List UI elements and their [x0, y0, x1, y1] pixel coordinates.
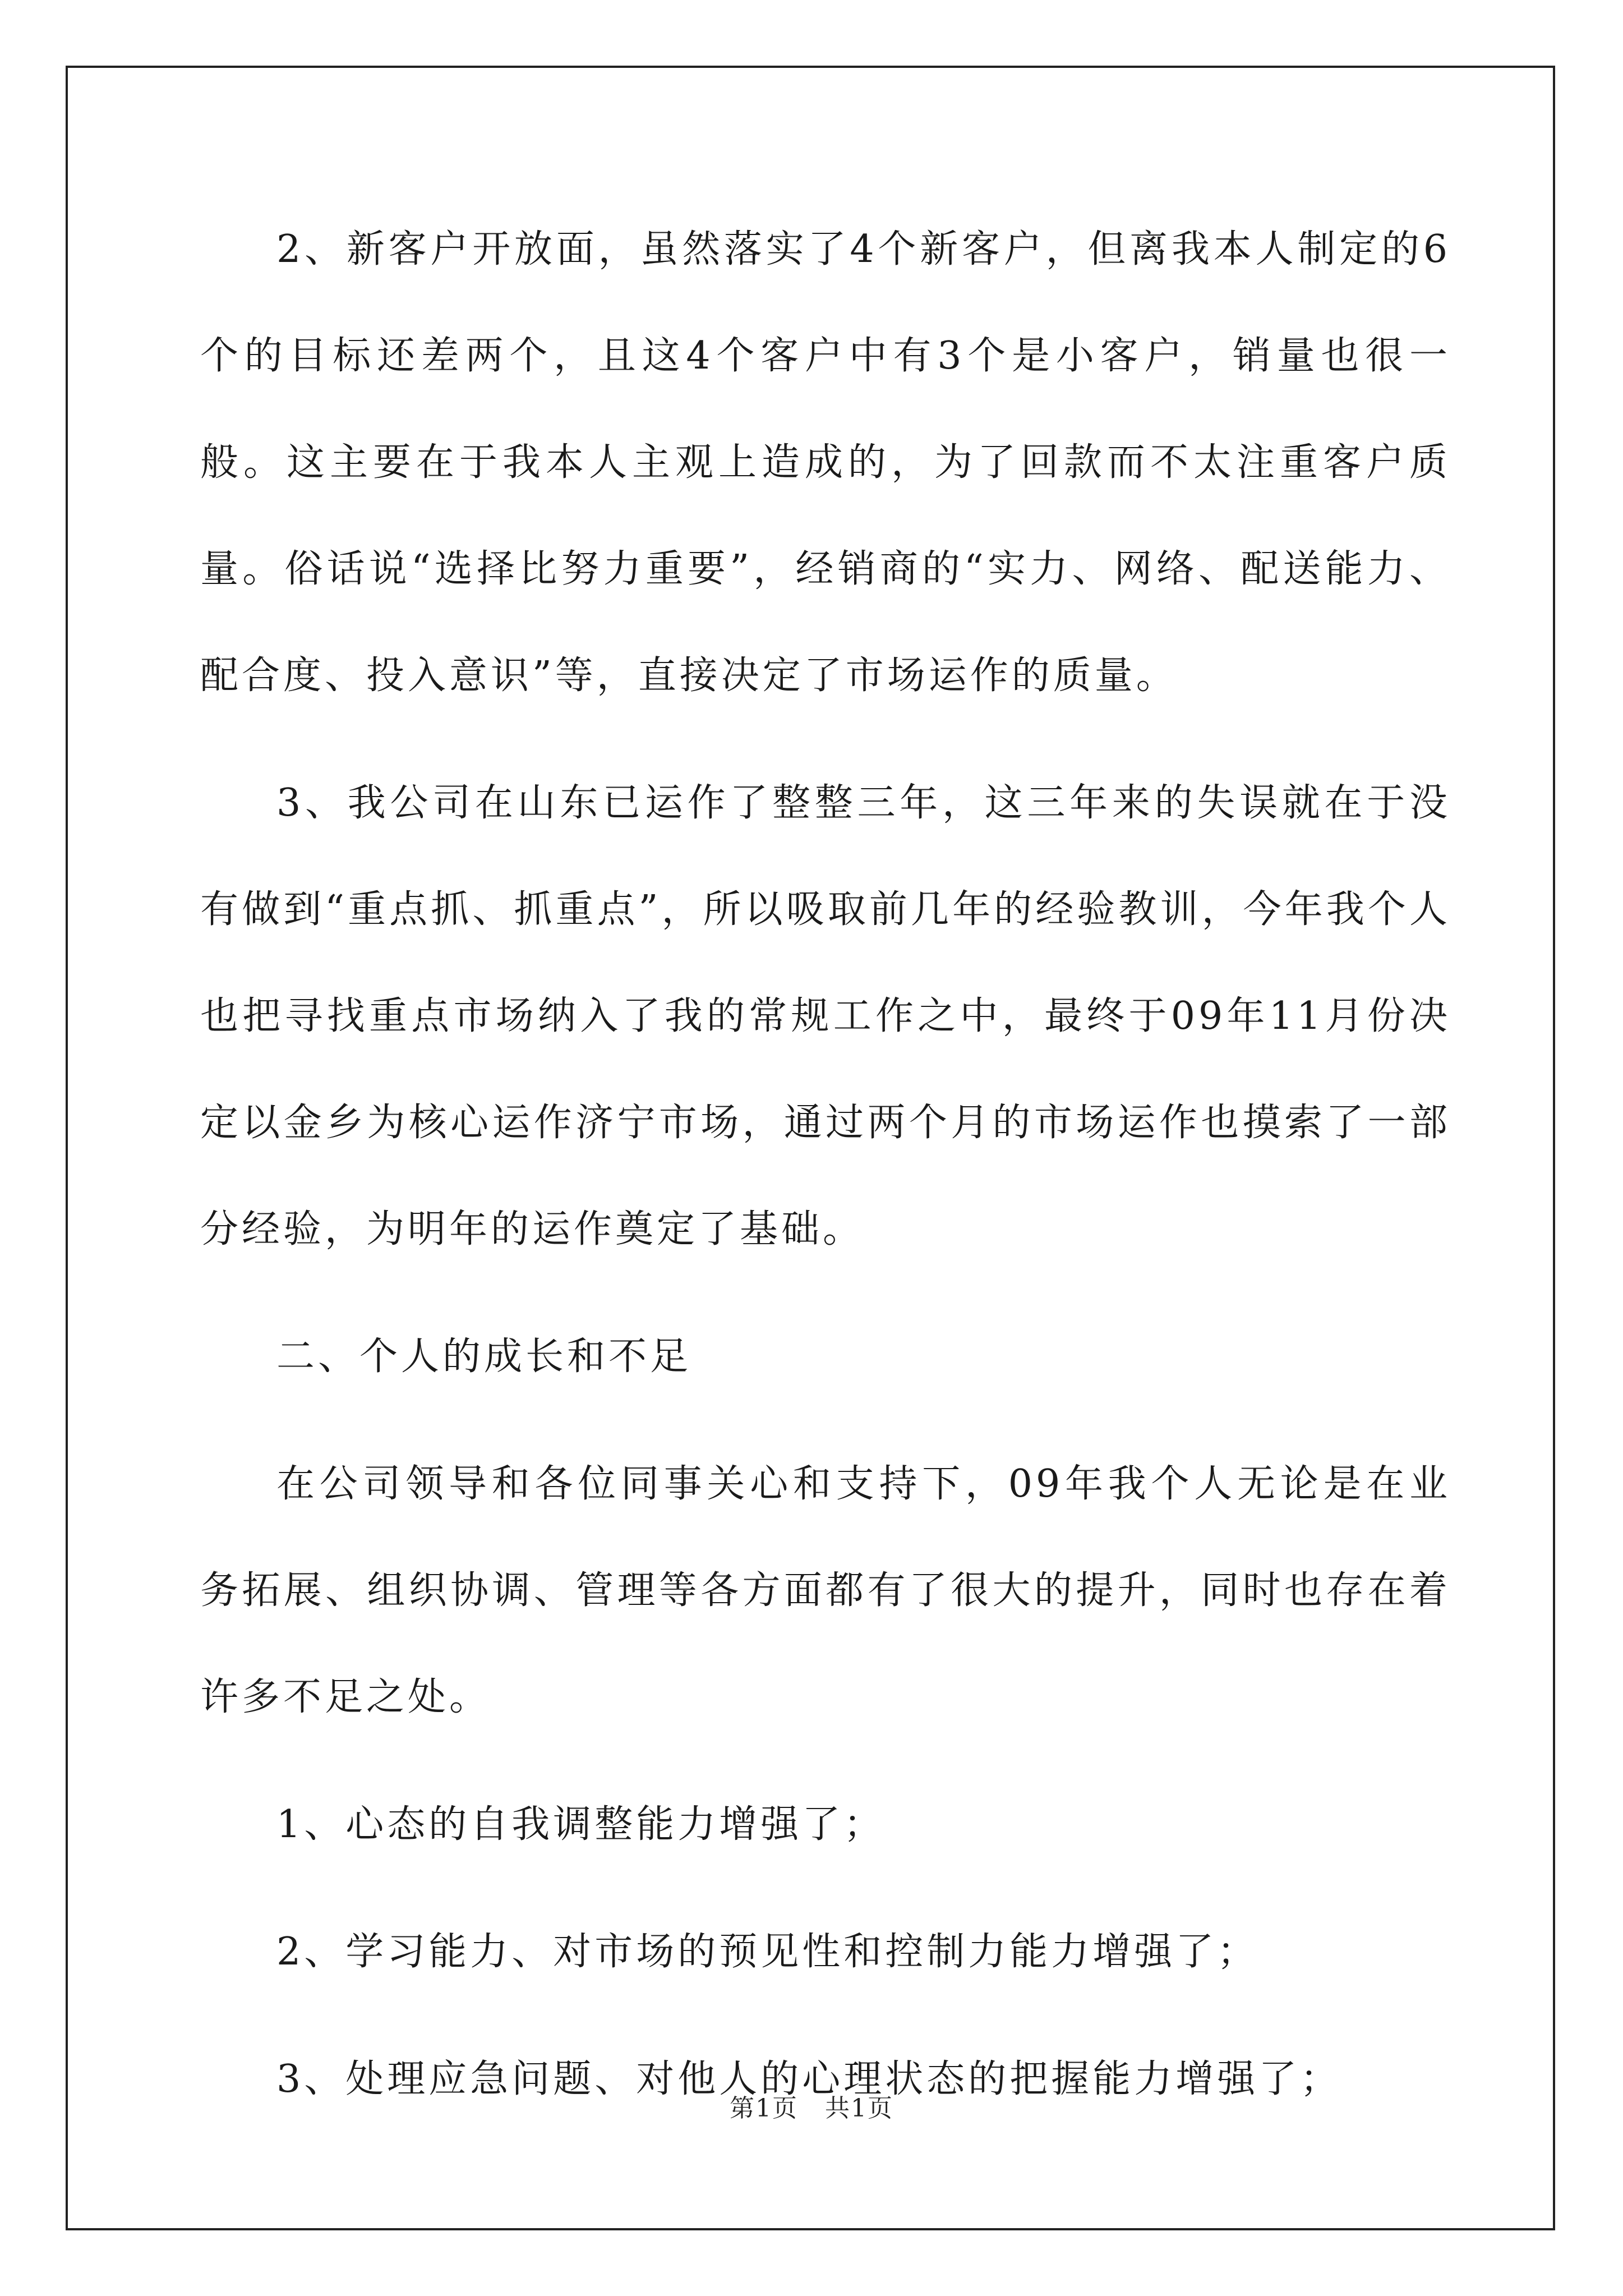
page-number: 第1页: [730, 2094, 799, 2123]
section-heading-growth: 二、个人的成长和不足: [276, 1335, 692, 1379]
list-item-mindset: 1、心态的自我调整能力增强了；: [276, 1802, 886, 1847]
paragraph-key-markets: 3、我公司在山东已运作了整整三年，这三年来的失误就在于没有做到“重点抓、抓重点”，所以吸取前几年的经验教训，今年我个人也把寻找重点市场纳入了我的常规工作之中，最终于09年11月份决定以金乡为核心运作济宁市场，通过两个月的市场运作也摸索了一部分经验，为明年的运作奠定了基础。: [200, 781, 1451, 1251]
page-total: 共1页: [824, 2094, 893, 2123]
list-item-emergency: 3、处理应急问题、对他人的心理状态的把握能力增强了；: [276, 2057, 1342, 2101]
paragraph-growth-intro: 在公司领导和各位同事关心和支持下，09年我个人无论是在业务拓展、组织协调、管理等各方面都有了很大的提升，同时也存在着许多不足之处。: [200, 1462, 1451, 1719]
page-footer: [0, 2088, 1623, 2124]
document-body: [200, 196, 1451, 2154]
list-item-learning: 2、学习能力、对市场的预见性和控制力能力增强了；: [276, 1930, 1259, 1974]
paragraph-new-customers: 2、新客户开放面，虽然落实了4个新客户，但离我本人制定的6个的目标还差两个，且这4个客户中有3个是小客户，销量也很一般。这主要在于我本人主观上造成的，为了回款而不太注重客户质量。俗话说“选择比努力重要”，经销商的“实力、网络、配送能力、配合度、投入意识”等，直接决定了市场运作的质量。: [200, 227, 1451, 698]
